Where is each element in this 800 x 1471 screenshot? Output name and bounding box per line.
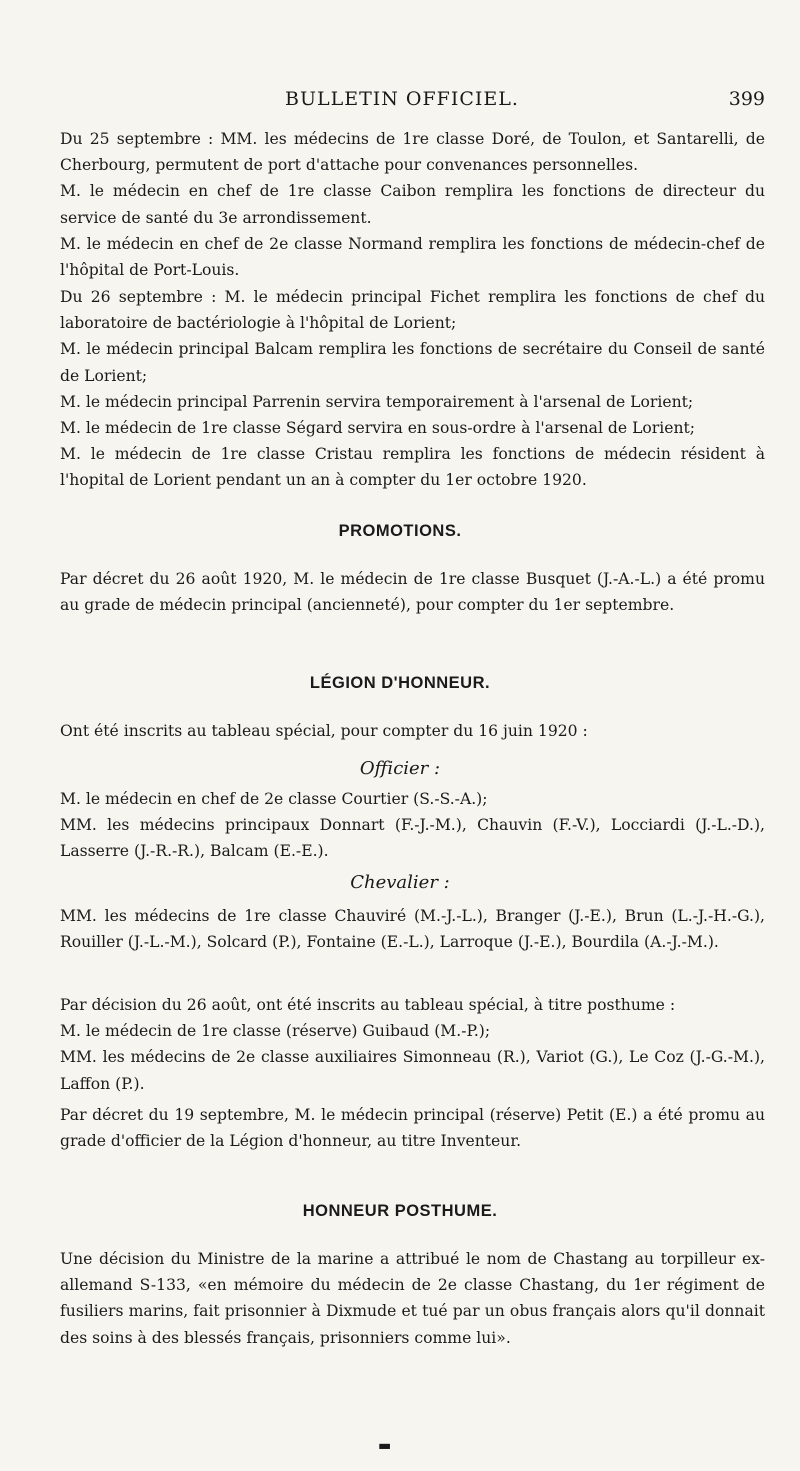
- posthume-heading: HONNEUR POSTHUME.: [302, 1202, 498, 1220]
- paragraph: Une décision du Ministre de la marine a attribué le nom de Chastang au torpilleur ex-allemand S-133, «en mémoire du médecin de 2e classe Chastang, du 1er régiment de fusiliers marins, fait prisonnier à Dixmude et tué par un obus français alors qu'il donnait des soins à des blessés français, prisonniers comme lui».: [60, 1250, 765, 1347]
- posthumous-decision: [60, 992, 765, 1097]
- chevalier-subheading: Chevalier :: [350, 872, 450, 893]
- paragraph: Par décret du 19 septembre, M. le médecin principal (réserve) Petit (E.) a été promu au grade d'officier de la Légion d'honneur, au titre Inventeur.: [60, 1106, 765, 1151]
- paragraph: Du 26 septembre : M. le médecin principal Fichet remplira les fonctions de chef du laboratoire de bactériologie à l'hôpital de Lorient;: [60, 288, 765, 333]
- page-number: 399: [728, 88, 765, 110]
- legion-intro: [60, 718, 765, 744]
- promotions-heading: PROMOTIONS.: [338, 522, 462, 540]
- block-25-september: [60, 126, 765, 283]
- officier-subheading: Officier :: [359, 758, 441, 779]
- paragraph: Ont été inscrits au tableau spécial, pour compter du 16 juin 1920 :: [60, 722, 588, 740]
- bulletin-title: BULLETIN OFFICIEL.: [285, 88, 519, 110]
- paragraph: M. le médecin en chef de 1re classe Caibon remplira les fonctions de directeur du service de santé du 3e arrondissement.: [60, 182, 765, 227]
- paragraph: Par décision du 26 août, ont été inscrits au tableau spécial, à titre posthume :: [60, 996, 676, 1014]
- paragraph: M. le médecin de 1re classe (réserve) Guibaud (M.-P.);: [60, 1022, 491, 1041]
- paragraph: M. le médecin en chef de 2e classe Normand remplira les fonctions de médecin-chef de l'hôpital de Port-Louis.: [60, 234, 765, 280]
- running-header: [60, 88, 765, 116]
- paragraph: M. le médecin de 1re classe Ségard servira en sous-ordre à l'arsenal de Lorient;: [60, 419, 696, 438]
- block-26-september: [60, 284, 765, 494]
- paragraph: Du 25 septembre : MM. les médecins de 1re classe Doré, de Toulon, et Santarelli, de Cherbourg, permutent de port d'attache pour convenances personnelles.: [60, 130, 765, 175]
- paragraph: M. le médecin en chef de 2e classe Courtier (S.-S.-A.);: [60, 790, 488, 808]
- paragraph: M. le médecin principal Balcam remplira les fonctions de secrétaire du Conseil de santé de Lorient;: [60, 340, 765, 385]
- paragraph: Par décret du 26 août 1920, M. le médecin de 1re classe Busquet (J.-A.-L.) a été promu au grade de médecin principal (ancienneté), pour compter du 1er septembre.: [60, 570, 765, 615]
- paragraph: MM. les médecins de 1re classe Chauviré (M.-J.-L.), Branger (J.-E.), Brun (L.-J.-H.-G.), Rouiller (J.-L.-M.), Solcard (P.), Fontaine (E.-L.), Larroque (J.-E.), Bourdila (A.-J.-M.).: [60, 907, 765, 952]
- paragraph: M. le médecin principal Parrenin servira temporairement à l'arsenal de Lorient;: [60, 392, 694, 411]
- paragraph: M. le médecin de 1re classe Cristau remplira les fonctions de médecin résident à l'hopital de Lorient pendant un an à compter du 1er octobre 1920.: [60, 445, 765, 490]
- officier-list: [60, 786, 765, 865]
- inventeur-decree: [60, 1102, 765, 1154]
- paragraph: MM. les médecins principaux Donnart (F.-J.-M.), Chauvin (F.-V.), Locciardi (J.-L.-D.), Lasserre (J.-R.-R.), Balcam (E.-E.).: [60, 816, 765, 861]
- promotions-text: [60, 566, 765, 618]
- print-mark: ▬: [378, 1438, 392, 1454]
- posthume-text: [60, 1246, 765, 1351]
- legion-heading: LÉGION D'HONNEUR.: [309, 674, 491, 692]
- paragraph: MM. les médecins de 2e classe auxiliaires Simonneau (R.), Variot (G.), Le Coz (J.-G.-M.), Laffon (P.).: [60, 1048, 765, 1093]
- chevalier-list: [60, 903, 765, 955]
